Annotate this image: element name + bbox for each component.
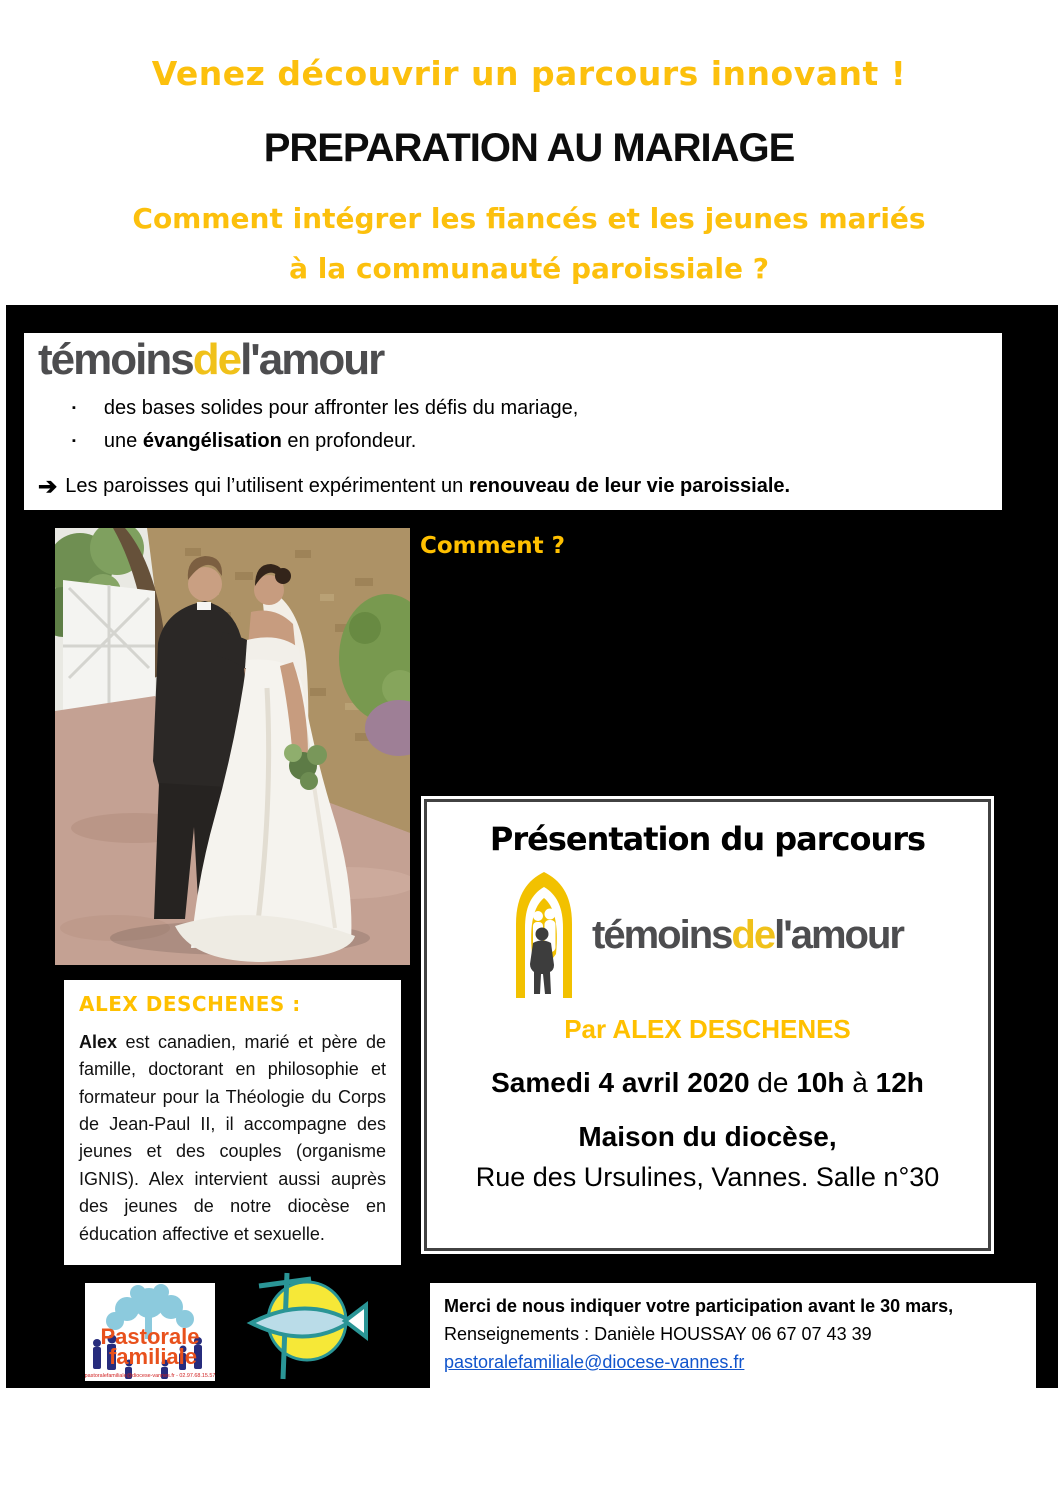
brand-part-temoins: témoins xyxy=(38,335,193,384)
wedding-couple-photo xyxy=(55,528,410,965)
brand-part-temoins: témoins xyxy=(592,912,732,957)
venue-line-2: Rue des Ursulines, Vannes. Salle n°30 xyxy=(475,1162,940,1192)
date-line: Samedi 4 avril 2020 de 10h à 12h xyxy=(491,1067,924,1098)
venue-line-1: Maison du diocèse, xyxy=(578,1121,837,1152)
question-line-2: à la communauté paroissiale ? xyxy=(289,252,769,285)
square-bullet-icon: ▪ xyxy=(72,435,76,447)
question-line-1: Comment intégrer les fiancés et les jeunes mariés xyxy=(132,202,926,235)
brand-part-de: de xyxy=(731,912,775,957)
brand-part-lamour: l'amour xyxy=(240,335,384,384)
presentation-title: Présentation du parcours xyxy=(489,820,926,858)
arrow-text: Les paroisses qui l’utilisent expérimentent un renouveau de leur vie paroissiale. xyxy=(65,475,791,497)
pastorale-familiale-logo xyxy=(85,1283,215,1381)
square-bullet-icon: ▪ xyxy=(72,402,76,414)
presentation-box xyxy=(424,799,991,1251)
brand-part-lamour: l'amour xyxy=(774,912,903,957)
bullet-item-1 xyxy=(72,397,578,420)
contact-box xyxy=(430,1283,1036,1388)
temoins-de-lamour-logo xyxy=(38,335,383,385)
arrow-statement xyxy=(38,473,790,500)
tagline: Venez découvrir un parcours innovant ! xyxy=(151,54,907,93)
brand-part-de: de xyxy=(192,335,241,384)
fish-cross-icon xyxy=(245,1271,369,1383)
pastorale-word-1: Pastorale xyxy=(100,1324,200,1349)
church-arch-couple-icon xyxy=(512,868,576,1003)
bullet-text-2: une évangélisation en profondeur. xyxy=(103,430,417,452)
presentation-logo-row xyxy=(427,866,988,1004)
speaker-name-title: ALEX DESCHENES : xyxy=(79,992,301,1016)
contact-email-link[interactable]: pastoralefamiliale@diocese-vannes.fr xyxy=(444,1352,745,1372)
bullet-item-2 xyxy=(72,430,416,453)
page-title: PREPARATION AU MARIAGE xyxy=(263,126,795,170)
pastorale-contact-line: pastoralefamiliale@diocese-vannes.fr - 02.97.68.15.57 xyxy=(85,1373,215,1379)
arrow-right-icon: ➔ xyxy=(38,473,58,499)
comment-label: Comment ? xyxy=(420,533,565,559)
intro-box xyxy=(24,333,1002,510)
speaker-bio-text: Alex est canadien, marié et père de famille, doctorant en philosophie et formateur pour la Théologie du Corps de Jean-Paul II, il accompagne des jeunes et des couples (organisme IGNIS). Alex intervient aussi auprès des jeunes de notre diocèse en éducation affective et sexuelle. xyxy=(79,1032,386,1244)
presenter-line: Par ALEX DESCHENES xyxy=(564,1014,851,1044)
pastorale-word-2: familiale xyxy=(108,1344,198,1369)
temoins-de-lamour-logo xyxy=(592,913,903,958)
speaker-bio-box xyxy=(62,978,403,1267)
rsvp-line: Merci de nous indiquer votre participation avant le 30 mars, xyxy=(444,1296,954,1316)
black-background-section xyxy=(6,305,1058,1388)
bullet-text-1: des bases solides pour affronter les défis du mariage, xyxy=(103,397,579,419)
contact-phone-line: Renseignements : Danièle HOUSSAY 06 67 07 43 39 xyxy=(444,1324,872,1344)
